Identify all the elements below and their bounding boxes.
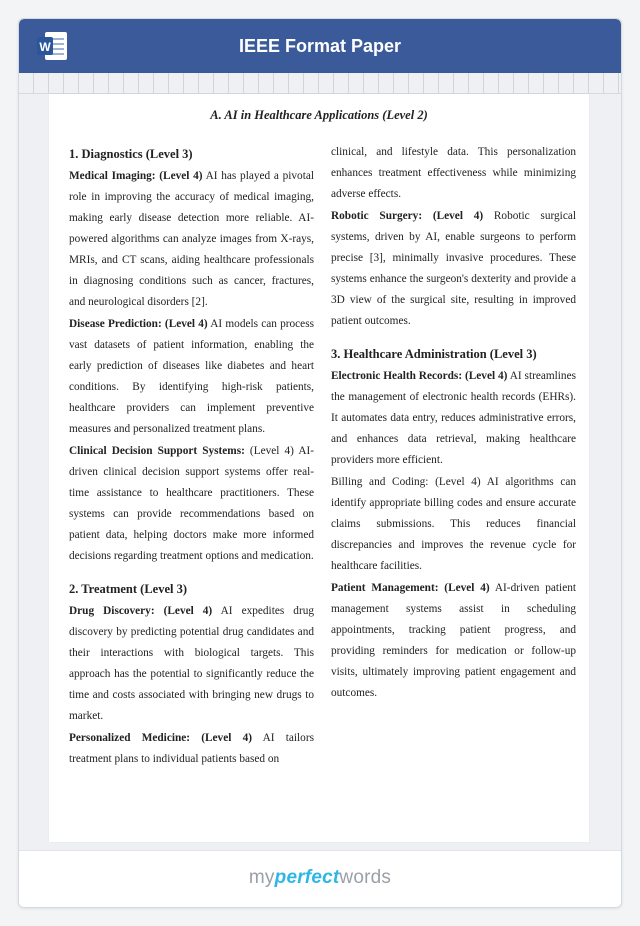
paragraph: [331, 578, 576, 704]
paragraph-text: Robotic surgical systems, driven by AI, enable surgeons to perform precise [3], minimally invasive procedures. These systems enhance the surgeon's dexterity and provide a 3D view of the surgical site, resulting in improved patient outcomes.: [331, 210, 576, 327]
logo-text-my: my: [248, 867, 275, 888]
paragraph-text: AI has played a pivotal role in improving the accuracy of medical imaging, making early disease detection more reliable. AI-powered algorithms can analyze images from X-rays, MRIs, and CT scans, aiding healthcare professionals in diagnosing conditions such as cancer, fractures, and neurological disorders [2].: [69, 170, 314, 308]
paper-page: [49, 94, 589, 842]
paragraph: [69, 601, 314, 727]
paragraph: [69, 314, 314, 440]
paragraph: [69, 166, 314, 313]
ruler: [19, 73, 621, 94]
logo-text-perfect: perfect: [274, 867, 340, 888]
paragraph-lead: Medical Imaging: (Level 4): [69, 170, 203, 182]
paragraph: [331, 366, 576, 471]
paragraph-lead: Clinical Decision Support Systems:: [69, 445, 245, 457]
paragraph-lead: Personalized Medicine: (Level 4): [69, 732, 252, 744]
paragraph-lead: Patient Management: (Level 4): [331, 582, 490, 594]
paragraph: [69, 441, 314, 567]
paragraph-text: clinical, and lifestyle data. This personalization enhances treatment effectiveness while minimizing adverse effects.: [331, 146, 576, 200]
subsection-heading: 2. Treatment (Level 3): [69, 582, 188, 596]
document-window: [18, 18, 622, 908]
paragraph-lead: Robotic Surgery: (Level 4): [331, 210, 484, 222]
paragraph-lead: Disease Prediction: (Level 4): [69, 318, 208, 330]
brand-logo[interactable]: [19, 867, 621, 889]
section-heading: A. AI in Healthcare Applications (Level 2): [210, 108, 428, 122]
subsection-heading: 3. Healthcare Administration (Level 3): [331, 347, 537, 361]
subsection-heading: 1. Diagnostics (Level 3): [69, 147, 193, 161]
right-column: [331, 142, 576, 705]
left-column: [69, 142, 314, 771]
paragraph: [331, 142, 576, 205]
paragraph-text: (Level 4) AI-driven clinical decision support systems offer real-time assistance to healthcare practitioners. These systems can provide recommendations based on patient data, helping doctors make more informed decisions regarding treatment options and medication.: [69, 445, 315, 562]
title-bar: [19, 19, 621, 73]
paragraph: [331, 472, 576, 577]
paragraph: [69, 728, 314, 770]
paragraph-text: AI models can process vast datasets of patient information, enabling the early prediction of diseases like diabetes and heart conditions. By identifying high-risk patients, healthcare providers can implement preventive measures and personalized treatment plans.: [69, 318, 314, 435]
paragraph-text: AI expedites drug discovery by predicting potential drug candidates and their interactions with biological targets. This approach has the potential to significantly reduce the time and costs associated with bringing new drugs to market.: [69, 605, 314, 722]
page-title: IEEE Format Paper: [238, 36, 402, 56]
paragraph-lead: Drug Discovery: (Level 4): [69, 605, 213, 617]
paragraph-lead: Electronic Health Records: (Level 4): [331, 370, 508, 382]
paragraph-text: AI tailors treatment plans to individual patients based on: [69, 732, 314, 765]
paragraph: [331, 206, 576, 332]
paragraph-text: AI streamlines the management of electronic health records (EHRs). It automates data entry, reduces administrative errors, and enhances data retrieval, making healthcare providers more efficient.: [331, 370, 576, 466]
paragraph-text: AI-driven patient management systems assist in scheduling appointments, tracking patient progress, and providing reminders for medication or follow-up visits, ultimately improving patient engagement and outcomes.: [331, 582, 576, 699]
footer: [19, 850, 621, 907]
paragraph-text: Billing and Coding: (Level 4) AI algorithms can identify appropriate billing codes and ensure accurate claims submissions. This reduces financial discrepancies and improves the revenue cycle for healthcare facilities.: [331, 476, 576, 572]
svg-text:W: W: [39, 40, 51, 54]
logo-text-words: words: [339, 867, 392, 888]
